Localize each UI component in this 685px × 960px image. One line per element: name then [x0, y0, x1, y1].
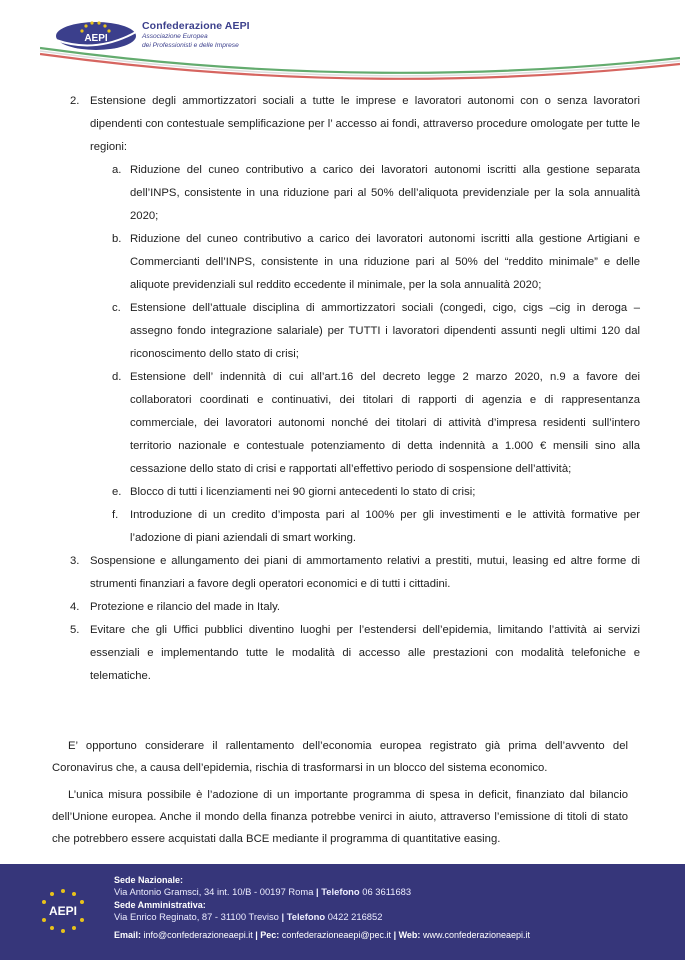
list-text: Blocco di tutti i licenziamenti nei 90 giorni antecedenti lo stato di crisi; [130, 486, 476, 498]
email-label: Email: [114, 930, 142, 940]
brand-subtitle-1: Associazione Europea [142, 33, 208, 40]
sede-amministrativa-tel: 0422 216852 [327, 911, 383, 922]
list-number: 3. [70, 555, 80, 567]
list-item [50, 228, 640, 297]
logo-text: AEPI [84, 33, 108, 44]
list-number: 2. [70, 95, 80, 107]
list-item [50, 596, 640, 619]
web-link[interactable]: www.confederazioneaepi.it [422, 930, 531, 940]
footer-logo-text: AEPI [48, 904, 78, 918]
list-text: Protezione e rilancio del made in Italy. [90, 601, 281, 613]
list-item [50, 90, 640, 159]
sede-nazionale-tel: 06 3611683 [362, 886, 412, 897]
body-paragraph: E’ opportuno considerare il rallentamento dell’economia europea registrato già prima dell’avvento del Coronavirus che, a causa dell’epidemia, rischia di trasformarsi in un blocco del sistema economico. [52, 740, 628, 774]
sede-amministrativa-address: Via Enrico Reginato, 87 - 31100 Treviso [114, 911, 279, 922]
list-number: f. [112, 509, 119, 521]
list-number: c. [112, 302, 121, 314]
footer-contacts: Email: info@confederazioneaepi.it | Pec: confederazioneaepi@pec.it | Web: www.confederazioneaepi.it [114, 930, 531, 940]
body-paragraph: L’unica misura possibile è l’adozione di un importante programma di spesa in deficit, finanziato dal bilancio dell’Unione europea. Anche il mondo della finanza potrebbe venirci in aiuto, attraverso l’emissione di titoli di stato che potrebbero essere acquistati dalla BCE mediante il programma di quantitative easing. [52, 789, 628, 845]
list-number: 5. [70, 624, 80, 636]
list-number: b. [112, 233, 122, 245]
list-item [50, 550, 640, 596]
sede-amministrativa-label: Sede Amministrativa: [114, 900, 206, 910]
sede-nazionale-label: Sede Nazionale: [114, 875, 184, 885]
brand-name: Confederazione AEPI [142, 20, 250, 32]
list-number: d. [112, 371, 122, 383]
list-item [50, 366, 640, 481]
list-text: Estensione degli ammortizzatori sociali a tutte le imprese e lavoratori autonomi con o senza lavoratori dipendenti con contestuale semplificazione per l’ accesso ai fondi, attraverso procedure omologate per tutte le regioni: [90, 95, 640, 153]
measures-list [50, 90, 640, 688]
tricolor-swoosh [40, 40, 680, 80]
letterhead [0, 0, 685, 72]
list-text: Introduzione di un credito d’imposta pari al 100% per gli investimenti e le attività formative per l’adozione di piani aziendali di smart working. [130, 509, 640, 544]
footer-bar [0, 864, 685, 960]
footer-aepi-logo [30, 884, 96, 936]
pec-link[interactable]: confederazioneaepi@pec.it [281, 930, 392, 940]
sede-nazionale: Sede Nazionale: Via Antonio Gramsci, 34 int. 10/B - 00197 Roma | Telefono 06 3611683 [114, 875, 412, 897]
sede-amministrativa: Sede Amministrativa: Via Enrico Reginato, 87 - 31100 Treviso | Telefono 0422 216852 [114, 900, 383, 922]
list-text: Estensione dell’attuale disciplina di ammortizzatori sociali (congedi, cigo, cigs –cig in deroga – assegno fondo integrazione salariale) per TUTTI i lavoratori dipendenti assunti negli ultimi 120 dal riconoscimento dello stato di crisi; [130, 302, 640, 360]
web-label: Web: [398, 930, 421, 940]
brand-subtitle-2: dei Professionisti e delle Imprese [142, 42, 239, 49]
list-item [50, 159, 640, 228]
list-item [50, 619, 640, 688]
list-text: Estensione dell’ indennità di cui all’art.16 del decreto legge 2 marzo 2020, n.9 a favore dei collaboratori coordinati e continuativi, dei titolari di rapporti di agenzia e di rappresentanza commerciale, dei lavoratori autonomi nonché dei titolari di attività d’impresa residenti sull’intero territorio nazionale e contestuale potenziamento di detta indennità a 1.000 € mensili sino alla cessazione dello stato di crisi e rapportati all’effettivo periodo di sospensione dell’attività; [130, 371, 640, 475]
sede-nazionale-tel-label: Telefono [321, 886, 360, 897]
list-item [50, 504, 640, 550]
list-number: e. [112, 486, 122, 498]
sede-amministrativa-tel-label: Telefono [286, 911, 326, 922]
list-text: Evitare che gli Uffici pubblici diventino luoghi per l’estendersi dell’epidemia, limitando l’attività ai servizi essenziali e implementando tutte le modalità di accesso alle prestazioni con modalità telefoniche e telematiche. [90, 624, 640, 682]
list-text: Riduzione del cuneo contributivo a carico dei lavoratori autonomi iscritti alla gestione Artigiani e Commercianti dell’INPS, consistente in una riduzione pari al 50% del “reddito minimale” e delle aliquote previdenziali sul reddito eccedente il minimale, per la sola annualità 2020; [130, 233, 640, 291]
list-text: Riduzione del cuneo contributivo a carico dei lavoratori autonomi iscritti alla gestione separata dell’INPS, consistente in una riduzione pari al 50% dell’aliquota previdenziale per la sola annualità 2020; [130, 164, 640, 222]
list-item [50, 481, 640, 504]
list-number: a. [112, 164, 122, 176]
sede-nazionale-address: Via Antonio Gramsci, 34 int. 10/B - 00197 Roma [114, 886, 314, 897]
list-text: Sospensione e allungamento dei piani di ammortamento relativi a prestiti, mutui, leasing ed altre forme di strumenti finanziari a favore degli operatori economici e di tutti i cittadini. [90, 555, 640, 590]
email-link[interactable]: info@confederazioneaepi.it [143, 930, 253, 940]
list-item [50, 297, 640, 366]
pec-label: Pec: [260, 930, 280, 940]
list-number: 4. [70, 601, 80, 613]
